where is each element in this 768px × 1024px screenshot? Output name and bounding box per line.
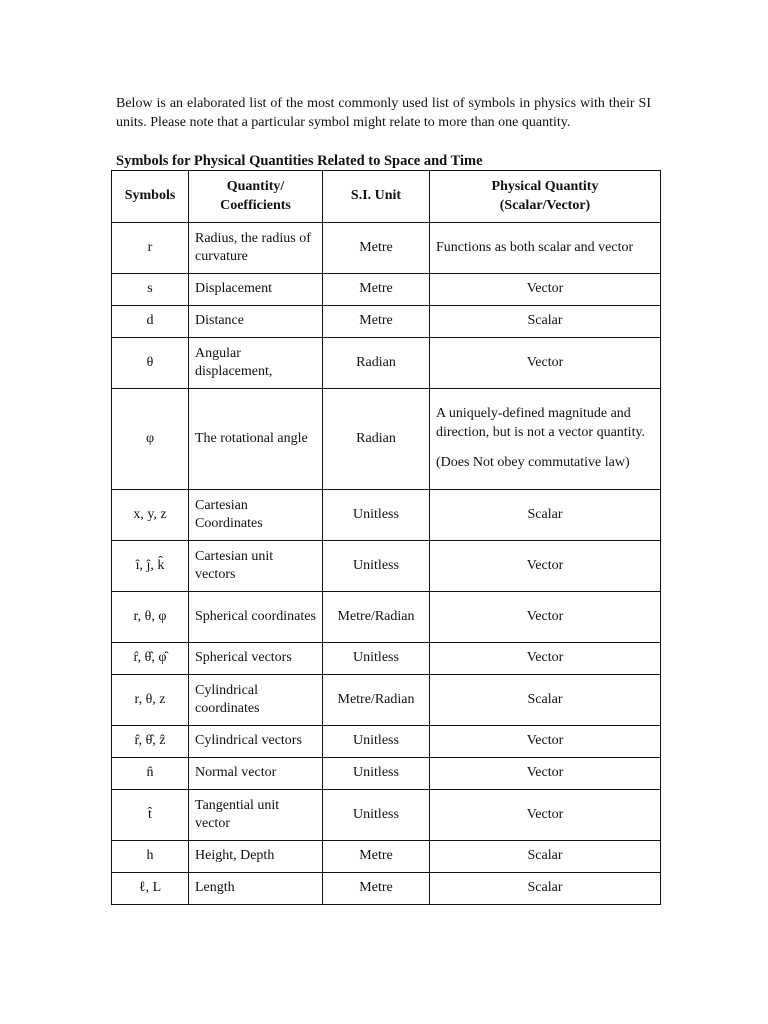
physical-cell: Vector xyxy=(430,274,661,306)
physical-cell: Scalar xyxy=(430,306,661,338)
quantity-cell: Displacement xyxy=(189,274,323,306)
symbol-cell: θ xyxy=(112,338,189,389)
header-quantity-line1: Quantity/ xyxy=(226,179,285,194)
quantity-cell: Cartesian unit vectors xyxy=(189,541,323,592)
section-heading: Symbols for Physical Quantities Related to Space and Time xyxy=(116,153,483,169)
unit-cell: Metre/Radian xyxy=(323,675,430,726)
header-quantity-line2: Coefficients xyxy=(220,197,291,213)
physical-cell: Vector xyxy=(430,338,661,389)
symbol-cell: r̂, θ̂, ẑ xyxy=(112,726,189,758)
physical-cell: Scalar xyxy=(430,873,661,905)
table-row xyxy=(112,592,661,643)
header-si-unit: S.I. Unit xyxy=(323,171,430,223)
unit-cell: Unitless xyxy=(323,790,430,841)
header-quantity xyxy=(189,171,323,223)
quantity-cell: Cylindrical vectors xyxy=(189,726,323,758)
unit-cell: Metre xyxy=(323,274,430,306)
unit-cell: Metre xyxy=(323,873,430,905)
table-row xyxy=(112,338,661,389)
physical-cell: Vector xyxy=(430,541,661,592)
physical-cell: Vector xyxy=(430,592,661,643)
quantity-cell: Cartesian Coordinates xyxy=(189,490,323,541)
physical-cell: Scalar xyxy=(430,841,661,873)
physical-text: A uniquely-defined magnitude and direction, but is not a vector quantity. xyxy=(436,406,646,440)
unit-cell: Metre/Radian xyxy=(323,592,430,643)
symbol-cell: î, ĵ, k̂ xyxy=(112,541,189,592)
table-row xyxy=(112,758,661,790)
intro-paragraph: Below is an elaborated list of the most commonly used list of symbols in physics with their SI units. Please note that a particular symbol might relate to more than one quantity. xyxy=(116,96,651,130)
table-row xyxy=(112,873,661,905)
unit-cell: Unitless xyxy=(323,726,430,758)
symbol-cell: h xyxy=(112,841,189,873)
quantity-cell: Distance xyxy=(189,306,323,338)
symbol-cell: r, θ, φ xyxy=(112,592,189,643)
symbol-cell: r, θ, z xyxy=(112,675,189,726)
quantity-cell: Radius, the radius of curvature xyxy=(189,223,323,274)
quantity-cell: Normal vector xyxy=(189,758,323,790)
table-row xyxy=(112,306,661,338)
physical-cell: Vector xyxy=(430,790,661,841)
table-row xyxy=(112,790,661,841)
quantity-cell: Length xyxy=(189,873,323,905)
quantity-cell: The rotational angle xyxy=(189,389,323,490)
table-header-row xyxy=(112,171,661,223)
table-row xyxy=(112,726,661,758)
symbol-cell: r̂, θ̂, φ̂ xyxy=(112,643,189,675)
symbol-cell: s xyxy=(112,274,189,306)
physical-cell: Vector xyxy=(430,643,661,675)
symbol-cell: ℓ, L xyxy=(112,873,189,905)
quantity-cell: Tangential unit vector xyxy=(189,790,323,841)
table-row xyxy=(112,223,661,274)
unit-cell: Radian xyxy=(323,389,430,490)
symbols-table xyxy=(111,170,661,905)
header-physical-line1: Physical Quantity xyxy=(491,179,599,194)
table-row xyxy=(112,274,661,306)
header-physical-line2: (Scalar/Vector) xyxy=(499,197,591,213)
physical-cell: Scalar xyxy=(430,675,661,726)
unit-cell: Metre xyxy=(323,306,430,338)
symbol-cell: r xyxy=(112,223,189,274)
quantity-cell: Angular displacement, xyxy=(189,338,323,389)
physical-cell: Functions as both scalar and vector xyxy=(430,223,661,274)
physical-cell: Vector xyxy=(430,758,661,790)
symbol-cell: d xyxy=(112,306,189,338)
table-row xyxy=(112,841,661,873)
symbol-cell: t̂ xyxy=(112,790,189,841)
quantity-cell: Cylindrical coordinates xyxy=(189,675,323,726)
unit-cell: Unitless xyxy=(323,758,430,790)
unit-cell: Metre xyxy=(323,841,430,873)
unit-cell: Radian xyxy=(323,338,430,389)
physical-cell xyxy=(430,389,661,490)
header-physical-quantity xyxy=(430,171,661,223)
quantity-cell: Height, Depth xyxy=(189,841,323,873)
header-symbols: Symbols xyxy=(112,171,189,223)
table-row xyxy=(112,643,661,675)
table-row xyxy=(112,675,661,726)
quantity-cell: Spherical coordinates xyxy=(189,592,323,643)
unit-cell: Unitless xyxy=(323,490,430,541)
unit-cell: Unitless xyxy=(323,643,430,675)
symbol-cell: x, y, z xyxy=(112,490,189,541)
table-row xyxy=(112,541,661,592)
symbol-cell: n̂ xyxy=(112,758,189,790)
unit-cell: Metre xyxy=(323,223,430,274)
symbol-cell: φ xyxy=(112,389,189,490)
physical-note: (Does Not obey commutative law) xyxy=(436,455,630,471)
table-row xyxy=(112,490,661,541)
quantity-cell: Spherical vectors xyxy=(189,643,323,675)
physical-cell: Vector xyxy=(430,726,661,758)
table-row xyxy=(112,389,661,490)
unit-cell: Unitless xyxy=(323,541,430,592)
physical-cell: Scalar xyxy=(430,490,661,541)
